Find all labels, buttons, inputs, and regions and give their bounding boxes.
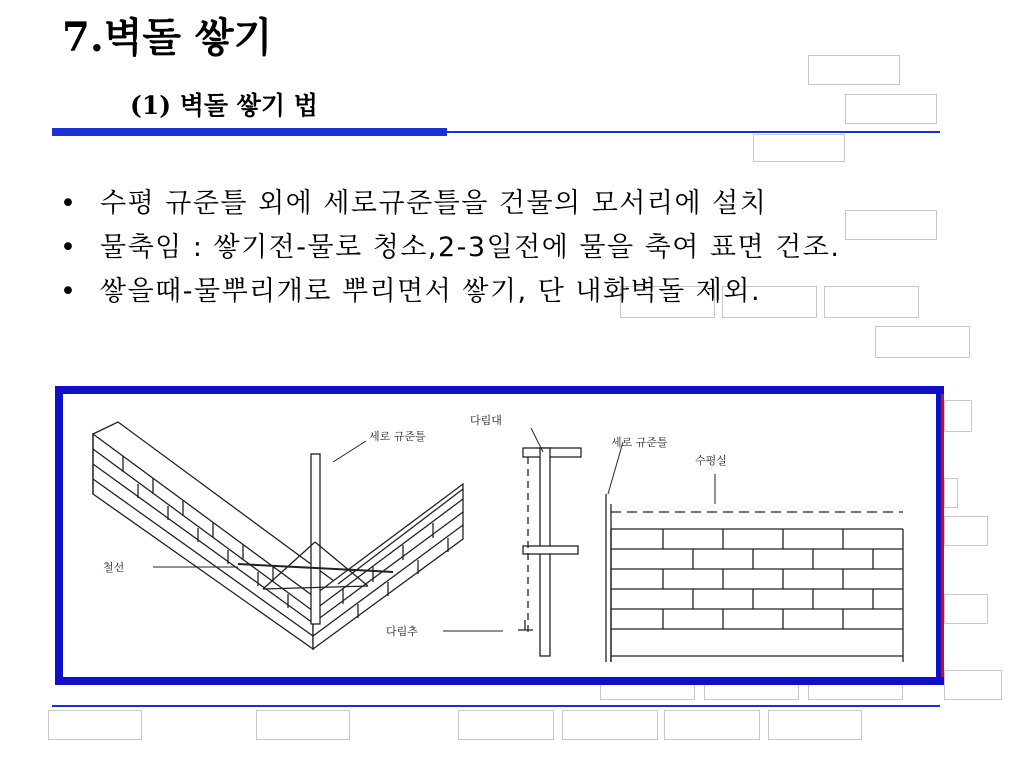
figure-frame xyxy=(55,386,944,685)
title-underline-thin xyxy=(447,131,940,133)
title-underline-thick xyxy=(52,128,447,136)
bullet-marker: • xyxy=(60,232,78,263)
figure-frame-edge xyxy=(941,394,944,677)
bullet-text: 물축임 : 쌓기전-물로 청소,2-3일전에 물을 축여 표면 건조. xyxy=(100,232,841,263)
label-level-line: 수평실 xyxy=(695,454,727,467)
bullet-item xyxy=(60,186,940,222)
label-vertical-guide-right: 세로 규준틀 xyxy=(611,436,668,449)
bullet-marker: • xyxy=(60,276,78,307)
brick-laying-diagram xyxy=(63,394,936,677)
label-plumb-bob: 다림추 xyxy=(386,625,418,638)
footer-rule xyxy=(52,705,940,707)
bullet-text: 수평 규준틀 외에 세로규준틀을 건물의 모서리에 설치 xyxy=(100,188,768,219)
slide-subtitle: (1) 벽돌 쌓기 법 xyxy=(130,91,318,120)
straight-wall-drawing xyxy=(606,494,903,662)
label-vertical-guide-left: 세로 규준틀 xyxy=(369,430,426,443)
bullet-item xyxy=(60,230,940,266)
bullet-text: 쌓을때-물뿌리개로 뿌리면서 쌓기, 단 내화벽돌 제외. xyxy=(100,276,762,307)
label-wire: 철선 xyxy=(103,561,125,574)
plumb-bar-drawing xyxy=(518,448,581,656)
bullet-item xyxy=(60,274,940,310)
bullet-list xyxy=(60,186,940,318)
corner-wall-drawing xyxy=(93,422,463,649)
bullet-marker: • xyxy=(60,188,78,219)
slide-title: 7.벽돌 쌓기 xyxy=(62,14,273,61)
label-plumb-bar: 다림대 xyxy=(470,414,502,427)
